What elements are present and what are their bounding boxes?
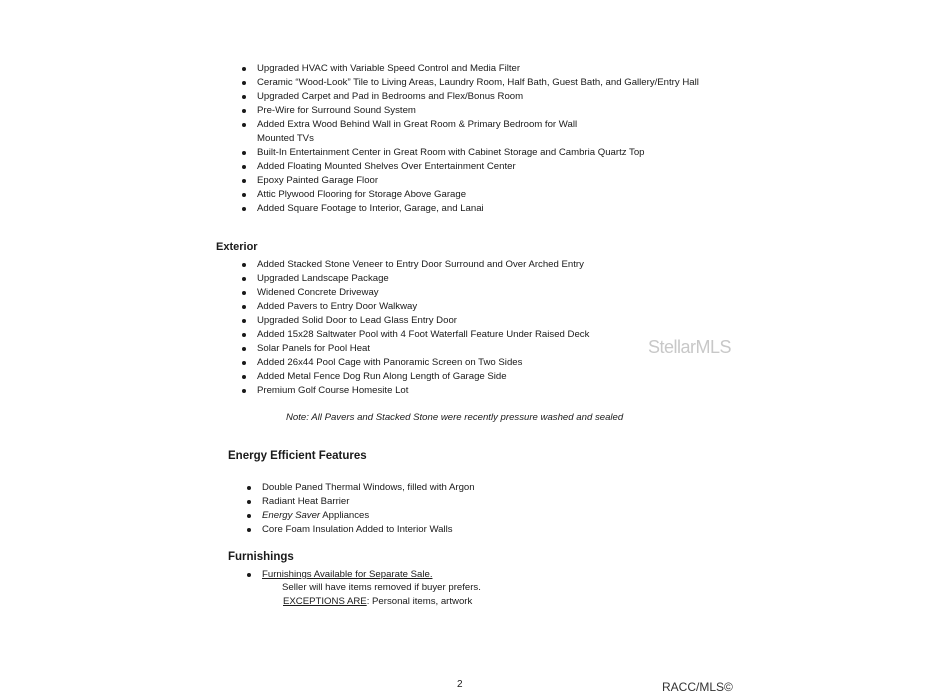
list-item: Upgraded HVAC with Variable Speed Control and Media Filter: [257, 62, 727, 76]
energy-heading: Energy Efficient Features: [228, 450, 367, 462]
list-item: Core Foam Insulation Added to Interior Walls: [262, 523, 662, 537]
list-item: Added Stacked Stone Veneer to Entry Door Surround and Over Arched Entry: [257, 258, 727, 272]
list-item: Added Metal Fence Dog Run Along Length of Garage Side: [257, 370, 727, 384]
list-item: Epoxy Painted Garage Floor: [257, 174, 727, 188]
list-item: Added 26x44 Pool Cage with Panoramic Screen on Two Sides: [257, 356, 727, 370]
list-item: Built-In Entertainment Center in Great Room with Cabinet Storage and Cambria Quartz Top: [257, 146, 727, 160]
list-item: Added Square Footage to Interior, Garage, and Lanai: [257, 202, 727, 216]
list-item: Double Paned Thermal Windows, filled with Argon: [262, 481, 662, 495]
list-item: Attic Plywood Flooring for Storage Above Garage: [257, 188, 727, 202]
page-number: 2: [457, 679, 463, 690]
furnishings-heading: Furnishings: [228, 551, 294, 563]
watermark: StellarMLS: [648, 337, 732, 357]
list-item: Premium Golf Course Homesite Lot: [257, 384, 727, 398]
list-item: Upgraded Landscape Package: [257, 272, 727, 286]
list-item: [262, 509, 662, 523]
list-item: Furnishings Available for Separate Sale.: [262, 568, 662, 582]
list-item: Ceramic “Wood-Look” Tile to Living Areas, Laundry Room, Half Bath, Guest Bath, and Gallery/Entry Hall: [257, 76, 727, 90]
footer-copyright: RACC/MLS©: [662, 680, 733, 694]
exceptions-label: EXCEPTIONS ARE: [283, 596, 367, 607]
list-item: Pre-Wire for Surround Sound System: [257, 104, 727, 118]
exceptions-text: : Personal items, artwork: [366, 596, 473, 607]
energy-feature-list: [262, 481, 662, 537]
list-item: Added 15x28 Saltwater Pool with 4 Foot Waterfall Feature Under Raised Deck: [257, 328, 727, 342]
appliances-text: Appliances: [320, 510, 370, 521]
furnishings-list: [262, 568, 662, 582]
furnishings-detail: Seller will have items removed if buyer prefers.: [282, 582, 481, 593]
furnishings-exceptions: [283, 595, 472, 609]
list-item: Widened Concrete Driveway: [257, 286, 727, 300]
list-item: Added Extra Wood Behind Wall in Great Room & Primary Bedroom for Wall Mounted TVs: [257, 118, 602, 146]
list-item: Upgraded Carpet and Pad in Bedrooms and Flex/Bonus Room: [257, 90, 727, 104]
list-item: Added Pavers to Entry Door Walkway: [257, 300, 727, 314]
list-item: Upgraded Solid Door to Lead Glass Entry Door: [257, 314, 727, 328]
interior-feature-list: [257, 62, 727, 216]
list-item: Solar Panels for Pool Heat: [257, 342, 727, 356]
exterior-note: Note: All Pavers and Stacked Stone were recently pressure washed and sealed: [286, 412, 624, 423]
exterior-heading: Exterior: [216, 241, 258, 253]
list-item: Radiant Heat Barrier: [262, 495, 662, 509]
list-item: Added Floating Mounted Shelves Over Entertainment Center: [257, 160, 727, 174]
energy-saver-text: Energy Saver: [262, 510, 321, 521]
exterior-feature-list: [257, 258, 727, 398]
